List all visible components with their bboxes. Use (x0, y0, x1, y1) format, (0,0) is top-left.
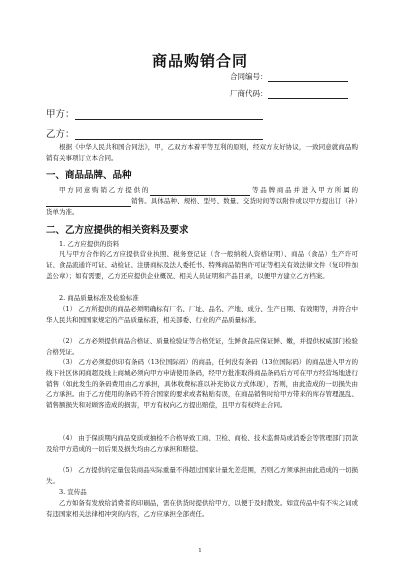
contract-number-field (230, 71, 348, 82)
section2-heading: 二、乙方应提供的相关资料及要求 (46, 225, 189, 236)
item3-title: 3. 宣传品 (59, 488, 87, 496)
item3-paragraph: 乙方如备有发放给消费者的印刷品，需在供货时提供给甲方，以便于及时散发。如宣传品中有不实之词或有违国家相关法律相冲突的内容，乙方应承担全部责任。 (46, 499, 358, 518)
vendor-code-field (230, 88, 348, 99)
page-number: 1 (198, 548, 202, 554)
party-a-field (46, 106, 263, 120)
item1-title: 1. 乙方应提供的资料 (59, 240, 120, 248)
vendor-code-blank (268, 90, 348, 99)
section1-paragraph (46, 185, 358, 217)
intro-paragraph: 根据《中华人民共和国合同法》，甲，乙双方本着平等互利的原则，经双方友好协议，一致同意就商品购销有关事项订立本合同。 (46, 143, 358, 162)
section1-heading: 一、商品品牌、品种 (46, 170, 132, 181)
item2-sub3: （3） 乙方必须提供印有条码（13位国际码）的商品，任何没有条码（13位国际码）的商品进入甲方的线下社区休闲商超及线上商城必须向甲方申请使用条码，经甲方批准取得商品条码后方可在甲方经营场地进行销售（如此发生的条码费用由乙方承担，具体收费标准以补充协议方式体现），否则，由此造成的一切损失由乙方承担。由于乙方使用的条码不符合国家的要求或者粘贴有误，在商品销售时给甲方带来的库存管理混乱、销售额损失和对顾客造成的损害，甲方有权向乙方提出赔偿，且甲方有权终止合同。 (46, 358, 358, 410)
item1-paragraph: 凡与甲方合作的乙方应提供营业执照、税务登记证（含一般纳税人资格证明）、商品（食品）生产许可证、食品流通许可证、动检证、注册商标及法人委托书、特殊商品销售许可证等相关有效法律文件（复印件加盖公章）；如有需要，乙方还应提供企业概况、相关人员证明和产品目录，以便甲方建立乙方档案。 (46, 250, 358, 280)
brand-blank (150, 188, 250, 196)
item2-title: 2. 商品质量标准及检验标准 (59, 294, 139, 302)
item2-sub5: （5） 乙方提供的定量包装商品实际重量不得超过国家计量允差范围，否则乙方须承担由此造成的一切损失。 (46, 466, 358, 485)
party-a-blank (75, 110, 263, 120)
vendor-code-label: 厂商代码： (230, 89, 268, 98)
item2-sub1: （1） 乙方所提供的商品必须明确标有厂名、厂址、品名、产地、成分、生产日期、有效期等，并符合中华人民共和国国家规定的产品质量标准，相关部委、行业的产品质量标准。 (46, 305, 358, 324)
section1-text-b: 等品牌商品并进入甲方所属的 (250, 186, 359, 194)
store-blank (46, 199, 131, 207)
party-b-blank (75, 130, 263, 140)
party-b-label: 乙方： (46, 129, 75, 140)
item2-sub4: （4） 由于保质期内商品变质或抽检不合格导致工商、卫检、商检、技术监督局或消委会等管理部门罚款及给甲方造成的一切后果及损失均由乙方承担和赔偿。 (46, 434, 358, 453)
document-title: 商品购销合同 (151, 52, 248, 70)
section1-text-a: 甲方同意购销乙方提供的 (59, 186, 151, 194)
contract-number-blank (268, 73, 348, 82)
contract-number-label: 合同编号： (230, 72, 268, 81)
item2-sub2: （2） 乙方必须提供商品合格证、质量检验证等合格凭证，生鲜食品应保证鲜、嫩，并提供权威部门检验合格凭证。 (46, 337, 358, 356)
section1-text-c: 销售。具体品种、规格、型号、数量、交货时间等以附件或以甲方提出订（补）货单为准。 (46, 196, 358, 216)
party-b-field (46, 126, 263, 140)
party-a-label: 甲方： (46, 109, 75, 120)
